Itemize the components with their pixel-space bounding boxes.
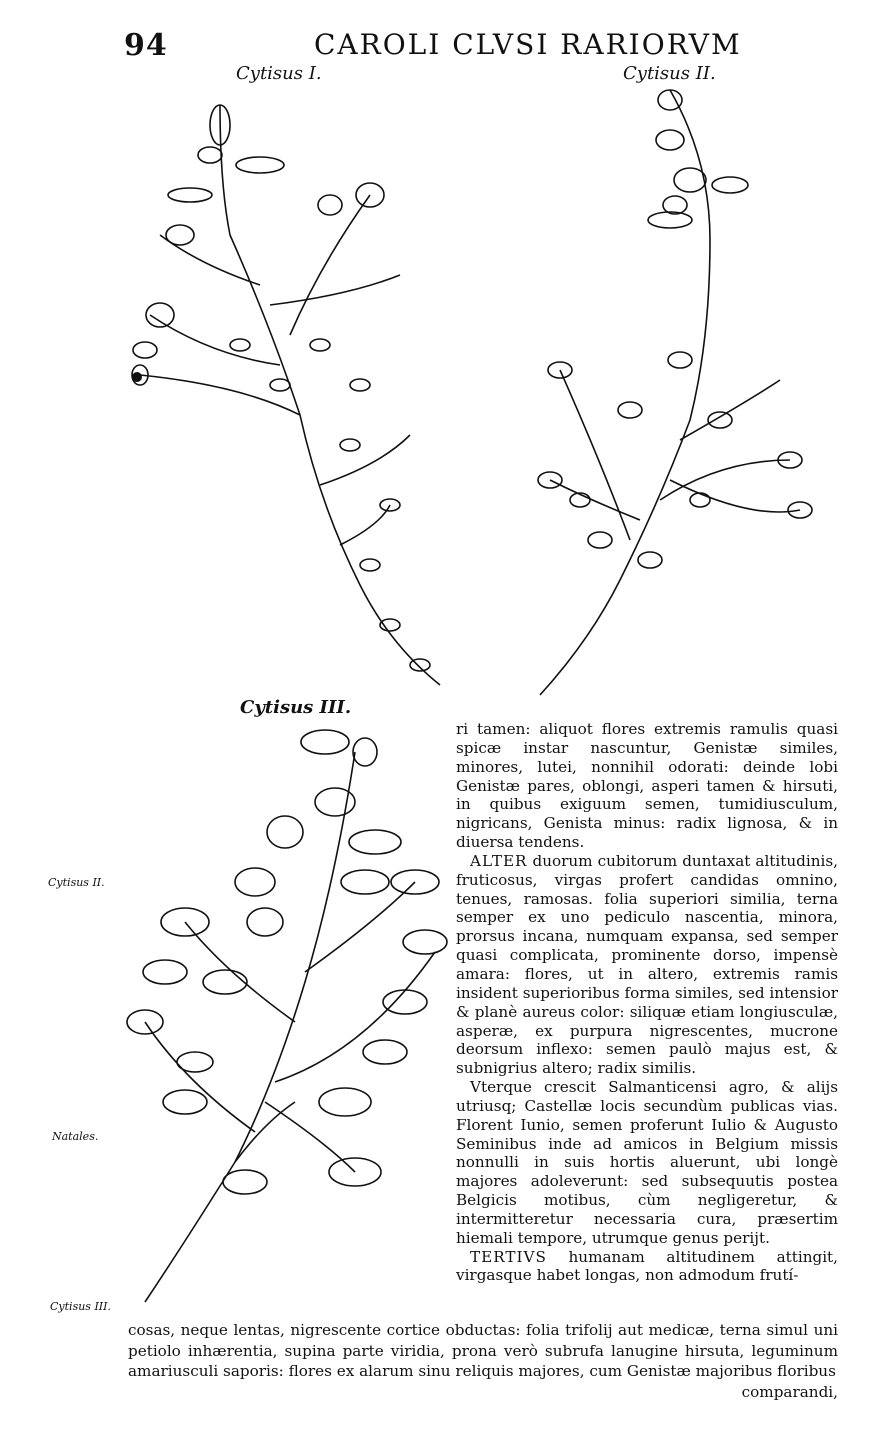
cytisus-3-woodcut: [125, 722, 460, 1312]
margin-note-cytisus-2: Cytisus II.: [48, 876, 105, 889]
running-title: CAROLI CLVSI RARIORVM: [314, 28, 742, 61]
figure-caption-cytisus-1: Cytisus I.: [236, 63, 322, 84]
figure-caption-cytisus-3: Cytisus III.: [240, 697, 352, 718]
body-text-column: [456, 720, 838, 1285]
catchword: comparandi,: [741, 1382, 838, 1401]
paragraph-2-lead: ALTER: [470, 851, 528, 870]
paragraph-2: [456, 852, 838, 1078]
margin-note-cytisus-3: Cytisus III.: [50, 1300, 111, 1313]
figure-caption-cytisus-2: Cytisus II.: [623, 63, 716, 84]
paragraph-4-continued: cosas, neque lentas, nigrescente cortice obductas: folia trifolij aut medicæ, terna simul uni petiolo inhærentia, supina parte viridia, prona verò subrufa lanugine hirsuta, leguminum amariusculi saporis: flores ex alarum sinu reliquis majores, cum Genistæ majoribus floribus: [128, 1321, 838, 1380]
paragraph-1: ri tamen: aliquot flores extremis ramulis quasi spicæ instar nascuntur, Genistæ similes, minores, lutei, nonnihil odorati: deinde lobi Genistæ pares, oblongi, asperi tamen & hirsuti, in quibus exiguum semen, tumidiusculum, nigricans, Genista minus: radix lignosa, & in diuersa tendens.: [456, 720, 838, 852]
paragraph-3: Vterque crescit Salmanticensi agro, & alijs utriusq; Castellæ locis secundùm publicas vias. Florent Iunio, semen proferunt Iulio & Augusto Seminibus inde ad amicos in Belgium missis nonnulli in suis hortis aluerunt, ubi longè majores adoleverunt: sed subsequutis postea Belgicis motibus, cùm negligeretur, & intermitteretur necessaria cura, præsertim hiemali tempore, utrumque genus perijt.: [456, 1078, 838, 1247]
paragraph-4-lead: TERTIVS: [470, 1247, 547, 1266]
margin-note-natales: Natales.: [52, 1130, 99, 1143]
cytisus-2-woodcut: [520, 80, 820, 700]
paragraph-4-start: [456, 1248, 838, 1286]
body-text-full-width: [128, 1320, 838, 1402]
cytisus-1-woodcut: [120, 85, 460, 695]
paragraph-2-text: duorum cubitorum duntaxat altitudinis, fruticosus, virgas profert candidas omnino, tenues, ramosas. folia superiori similia, terna semper ex uno pediculo nascentia, minora, prorsus incana, numquam expansa, sed semper quasi complicata, prominente dorso, impensè amara: flores, ut in altero, extremis ramis insident superioribus forma similes, sed intensior & planè aureus color: siliquæ etiam longiusculæ, asperæ, ex purpura nigrescentes, mucrone deorsum inflexo: semen paulò majus est, & subnigrius altero; radix similis.: [456, 851, 838, 1078]
page-number: 94: [124, 28, 168, 63]
paragraph-4-column-text: humanam altitudinem attingit, virgasque habet longas, non admodum frutí-: [456, 1247, 838, 1285]
